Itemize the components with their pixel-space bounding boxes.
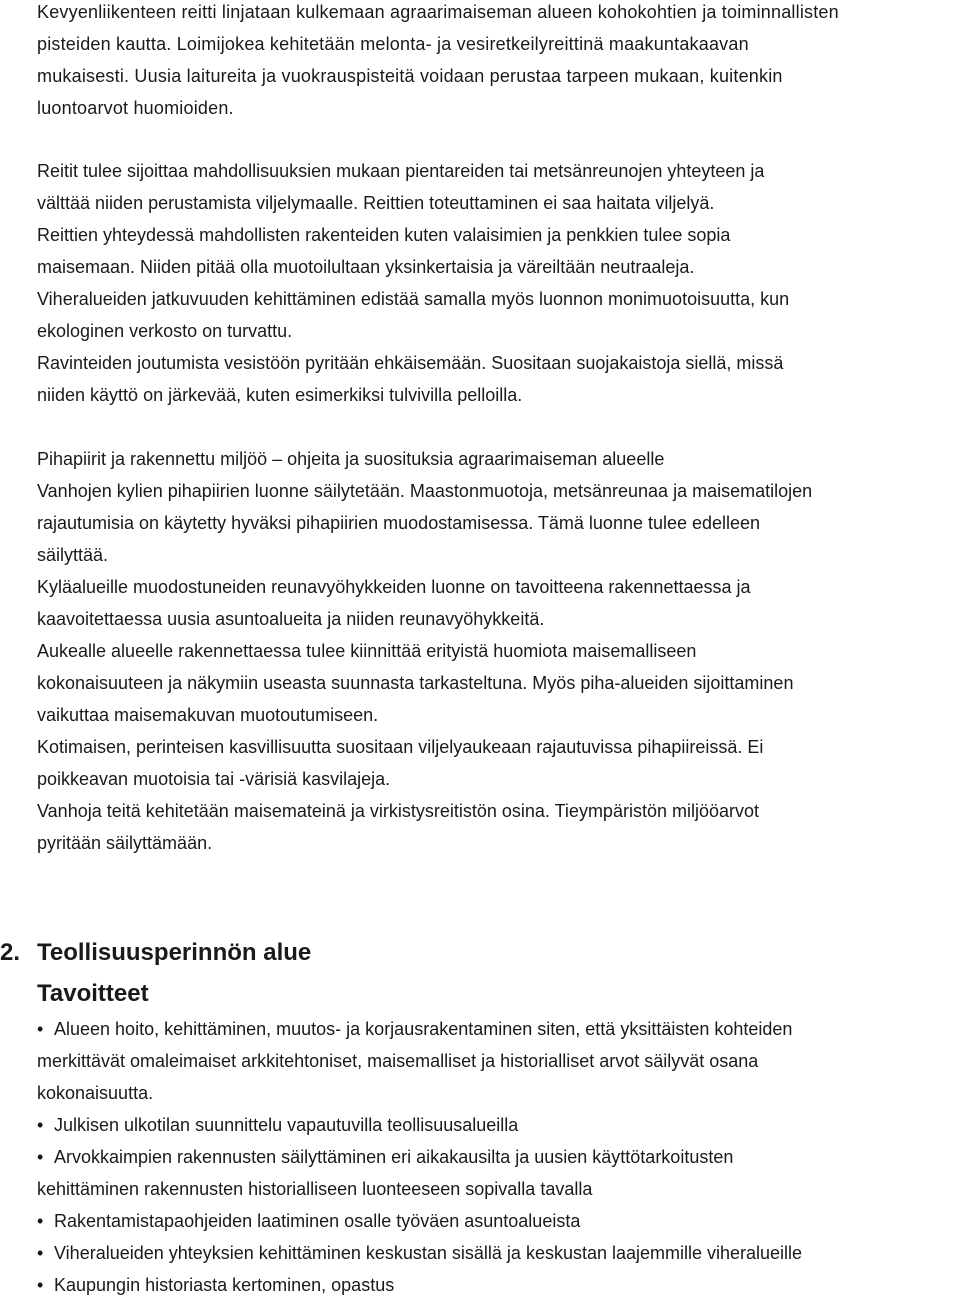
text-line: Kevyenliikenteen reitti linjataan kulkemaan agraarimaiseman alueen kohokohtien ja toiminnallisten: [37, 2, 839, 22]
text-line: mukaisesti. Uusia laitureita ja vuokrauspisteitä voidaan perustaa tarpeen mukaan, kuitenkin: [37, 66, 783, 86]
text-line: Kyläalueille muodostuneiden reunavyöhykkeiden luonne on tavoitteena rakennettaessa ja: [37, 577, 751, 597]
text-line: kehittäminen rakennusten historialliseen luonteeseen sopivalla tavalla: [37, 1179, 593, 1199]
text-line: Vanhojen kylien pihapiirien luonne säilytetään. Maastonmuotoja, metsänreunaa ja maisematilojen: [37, 481, 813, 501]
text-line: Vanhoja teitä kehitetään maisemateinä ja virkistysreitistön osina. Tieympäristön miljööarvot: [37, 801, 760, 821]
text-line: Aukealle alueelle rakennettaessa tulee kiinnittää erityistä huomiota maisemalliseen: [37, 641, 697, 661]
bullet-item: [37, 1269, 394, 1301]
section-title: Teollisuusperinnön alue: [37, 939, 312, 966]
bullet-text: Kaupungin historiasta kertominen, opastus: [54, 1275, 395, 1295]
text-line: poikkeavan muotoisia tai -värisiä kasvilajeja.: [37, 769, 391, 789]
bullet-item: [37, 1205, 580, 1237]
text-line: vaikuttaa maisemakuvan muotoutumiseen.: [37, 705, 379, 725]
text-line: rajautumisia on käytetty hyväksi pihapiirien muodostamisessa. Tämä luonne tulee edelleen: [37, 513, 761, 533]
text-line: ekologinen verkosto on turvattu.: [37, 321, 293, 341]
text-line: kaavoitettaessa uusia asuntoalueita ja niiden reunavyöhykkeitä.: [37, 609, 545, 629]
bullet-text: Alueen hoito, kehittäminen, muutos- ja korjausrakentaminen siten, että yksittäisten kohteiden: [54, 1019, 793, 1039]
text-line: merkittävät omaleimaiset arkkitehtoniset, maisemalliset ja historialliset arvot säilyvät osana: [37, 1051, 759, 1071]
bullet-item: [37, 1237, 802, 1269]
text-line: Ravinteiden joutumista vesistöön pyritään ehkäisemään. Suositaan suojakaistoja siellä, missä: [37, 353, 784, 373]
bullet-text: Rakentamistapaohjeiden laatiminen osalle työväen asuntoalueista: [54, 1211, 581, 1231]
paragraph-heading: Pihapiirit ja rakennettu miljöö – ohjeita ja suosituksia agraarimaiseman alueelle: [37, 449, 665, 469]
section-number: 2.: [0, 939, 21, 966]
bullet-item: [37, 1109, 518, 1141]
section-subtitle: Tavoitteet: [37, 980, 149, 1007]
bullet-text: Arvokkaimpien rakennusten säilyttäminen eri aikakausilta ja uusien käyttötarkoitusten: [54, 1147, 734, 1167]
text-line: kokonaisuutta.: [37, 1083, 154, 1103]
text-line: Reittien yhteydessä mahdollisten rakenteiden kuten valaisimien ja penkkien tulee sopia: [37, 225, 731, 245]
text-line: pyritään säilyttämään.: [37, 833, 213, 853]
text-line: Viheralueiden jatkuvuuden kehittäminen edistää samalla myös luonnon monimuotoisuutta, kun: [37, 289, 790, 309]
bullet-item: [37, 1013, 792, 1045]
text-line: niiden käyttö on järkevää, kuten esimerkiksi tulvivilla pelloilla.: [37, 385, 523, 405]
text-line: säilyttää.: [37, 545, 109, 565]
text-line: kokonaisuuteen ja näkymiin useasta suunnasta tarkasteltuna. Myös piha-alueiden sijoittaminen: [37, 673, 794, 693]
text-line: välttää niiden perustamista viljelymaalle. Reittien toteuttaminen ei saa haitata viljelyä.: [37, 193, 715, 213]
text-line: maisemaan. Niiden pitää olla muotoilultaan yksinkertaisia ja väreiltään neutraaleja.: [37, 257, 695, 277]
bullet-item: [37, 1141, 733, 1173]
text-line: Reitit tulee sijoittaa mahdollisuuksien mukaan pientareiden tai metsänreunojen yhteyteen ja: [37, 161, 765, 181]
text-line: luontoarvot huomioiden.: [37, 98, 234, 118]
text-line: pisteiden kautta. Loimijokea kehitetään melonta- ja vesiretkeilyreittinä maakuntakaavan: [37, 34, 749, 54]
bullet-text: Viheralueiden yhteyksien kehittäminen keskustan sisällä ja keskustan laajemmille viheralueille: [54, 1243, 803, 1263]
bullet-text: Julkisen ulkotilan suunnittelu vapautuvilla teollisuusalueilla: [54, 1115, 519, 1135]
text-line: Kotimaisen, perinteisen kasvillisuutta suositaan viljelyaukeaan rajautuvissa pihapiireissä. Ei: [37, 737, 764, 757]
